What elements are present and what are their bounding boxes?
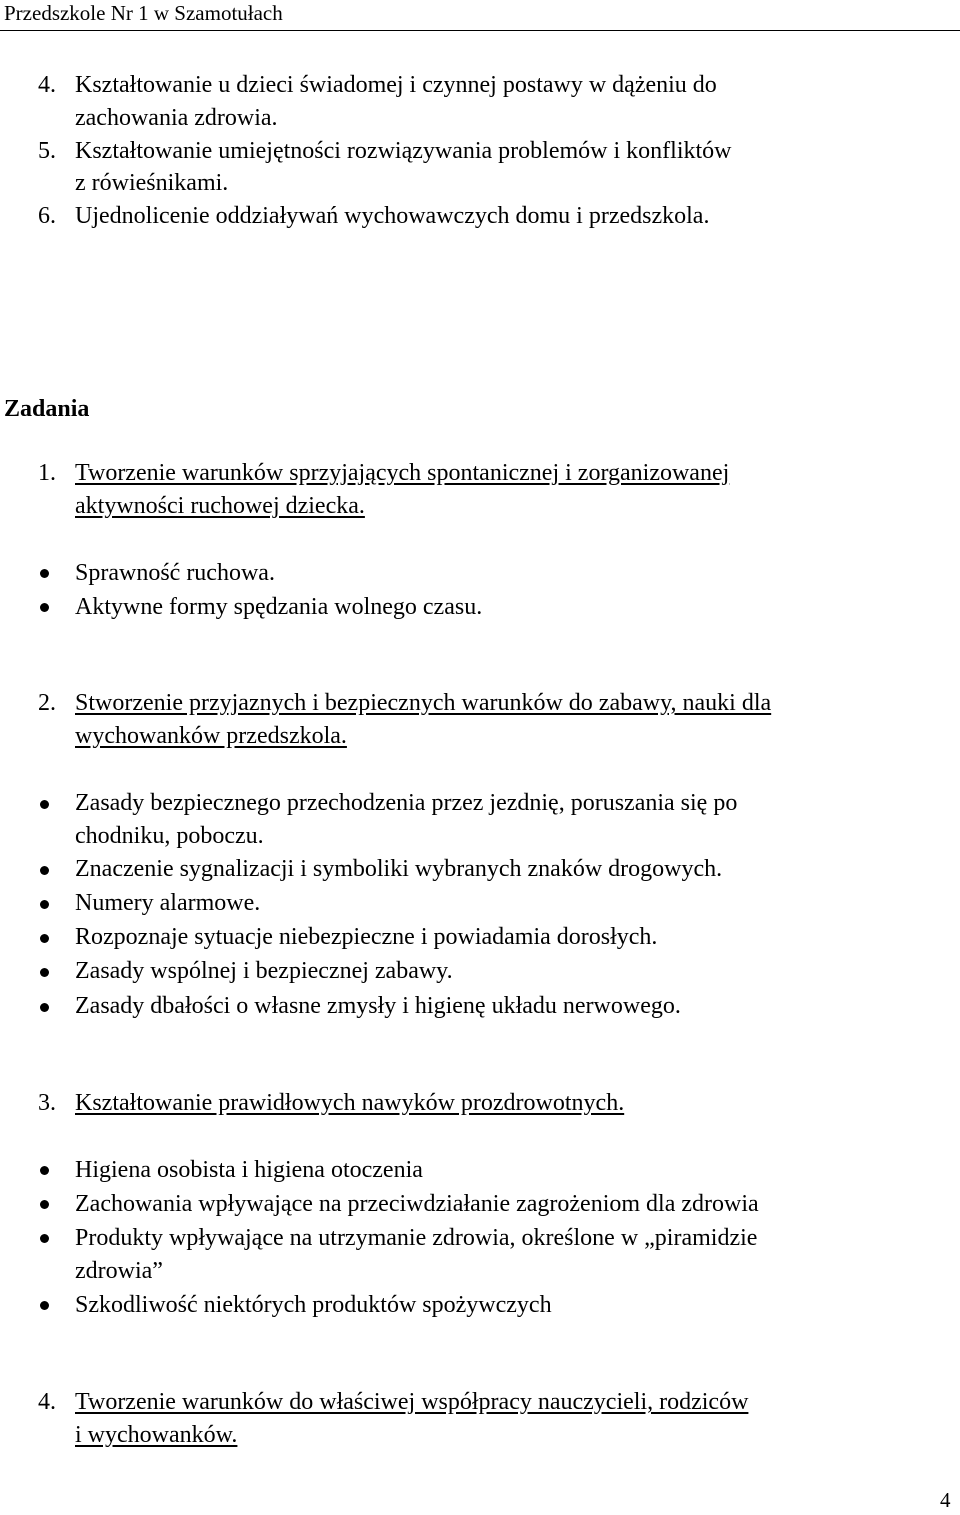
list-item-text: Higiena osobista i higiena otoczenia: [75, 1157, 423, 1183]
list-item-text: Zasady bezpiecznego przechodzenia przez jezdnię, poruszania się po: [75, 790, 738, 816]
list-item-text: zdrowia”: [75, 1258, 163, 1284]
bullet-icon: [40, 934, 49, 943]
task-title: Tworzenie warunków sprzyjających spontanicznej i zorganizowanej: [75, 460, 730, 486]
bullet-icon: [40, 900, 49, 909]
goal-number: 6.: [38, 203, 56, 229]
list-item-text: Numery alarmowe.: [75, 890, 261, 916]
task-number: 1.: [38, 460, 56, 486]
page-number: 4: [940, 1488, 951, 1512]
goal-number: 4.: [38, 72, 56, 98]
list-item-text: Szkodliwość niektórych produktów spożywczych: [75, 1292, 552, 1318]
list-item-text: chodniku, poboczu.: [75, 823, 264, 849]
list-item-text: Znaczenie sygnalizacji i symboliki wybranych znaków drogowych.: [75, 856, 723, 882]
page-header: Przedszkole Nr 1 w Szamotułach: [4, 1, 283, 25]
goal-text: z rówieśnikami.: [75, 170, 229, 196]
task-title: i wychowanków.: [75, 1422, 238, 1448]
bullet-icon: [40, 1003, 49, 1012]
bullet-icon: [40, 1234, 49, 1243]
list-item-text: Zasady dbałości o własne zmysły i higienę układu nerwowego.: [75, 993, 681, 1019]
goal-number: 5.: [38, 138, 56, 164]
list-item-text: Rozpoznaje sytuacje niebezpieczne i powiadamia dorosłych.: [75, 924, 658, 950]
list-item-text: Zasady wspólnej i bezpiecznej zabawy.: [75, 958, 453, 984]
goal-text: Ujednolicenie oddziaływań wychowawczych domu i przedszkola.: [75, 203, 710, 229]
task-title: aktywności ruchowej dziecka.: [75, 493, 365, 519]
header-divider: [0, 30, 960, 31]
bullet-icon: [40, 866, 49, 875]
bullet-icon: [40, 1200, 49, 1209]
bullet-icon: [40, 800, 49, 809]
bullet-icon: [40, 968, 49, 977]
task-title: Kształtowanie prawidłowych nawyków prozdrowotnych.: [75, 1090, 625, 1116]
bullet-icon: [40, 603, 49, 612]
goal-text: Kształtowanie umiejętności rozwiązywania problemów i konfliktów: [75, 138, 732, 164]
task-title: wychowanków przedszkola.: [75, 723, 347, 749]
list-item-text: Sprawność ruchowa.: [75, 560, 275, 586]
task-title: Stworzenie przyjaznych i bezpiecznych warunków do zabawy, nauki dla: [75, 690, 772, 716]
task-number: 4.: [38, 1389, 56, 1415]
goal-text: zachowania zdrowia.: [75, 105, 278, 131]
list-item-text: Zachowania wpływające na przeciwdziałanie zagrożeniom dla zdrowia: [75, 1191, 759, 1217]
task-number: 2.: [38, 690, 56, 716]
list-item-text: Aktywne formy spędzania wolnego czasu.: [75, 594, 483, 620]
bullet-icon: [40, 569, 49, 578]
list-item-text: Produkty wpływające na utrzymanie zdrowia, określone w „piramidzie: [75, 1225, 758, 1251]
bullet-icon: [40, 1166, 49, 1175]
tasks-heading: Zadania: [4, 396, 90, 422]
bullet-icon: [40, 1301, 49, 1310]
goal-text: Kształtowanie u dzieci świadomej i czynnej postawy w dążeniu do: [75, 72, 717, 98]
task-title: Tworzenie warunków do właściwej współpracy nauczycieli, rodziców: [75, 1389, 749, 1415]
task-number: 3.: [38, 1090, 56, 1116]
